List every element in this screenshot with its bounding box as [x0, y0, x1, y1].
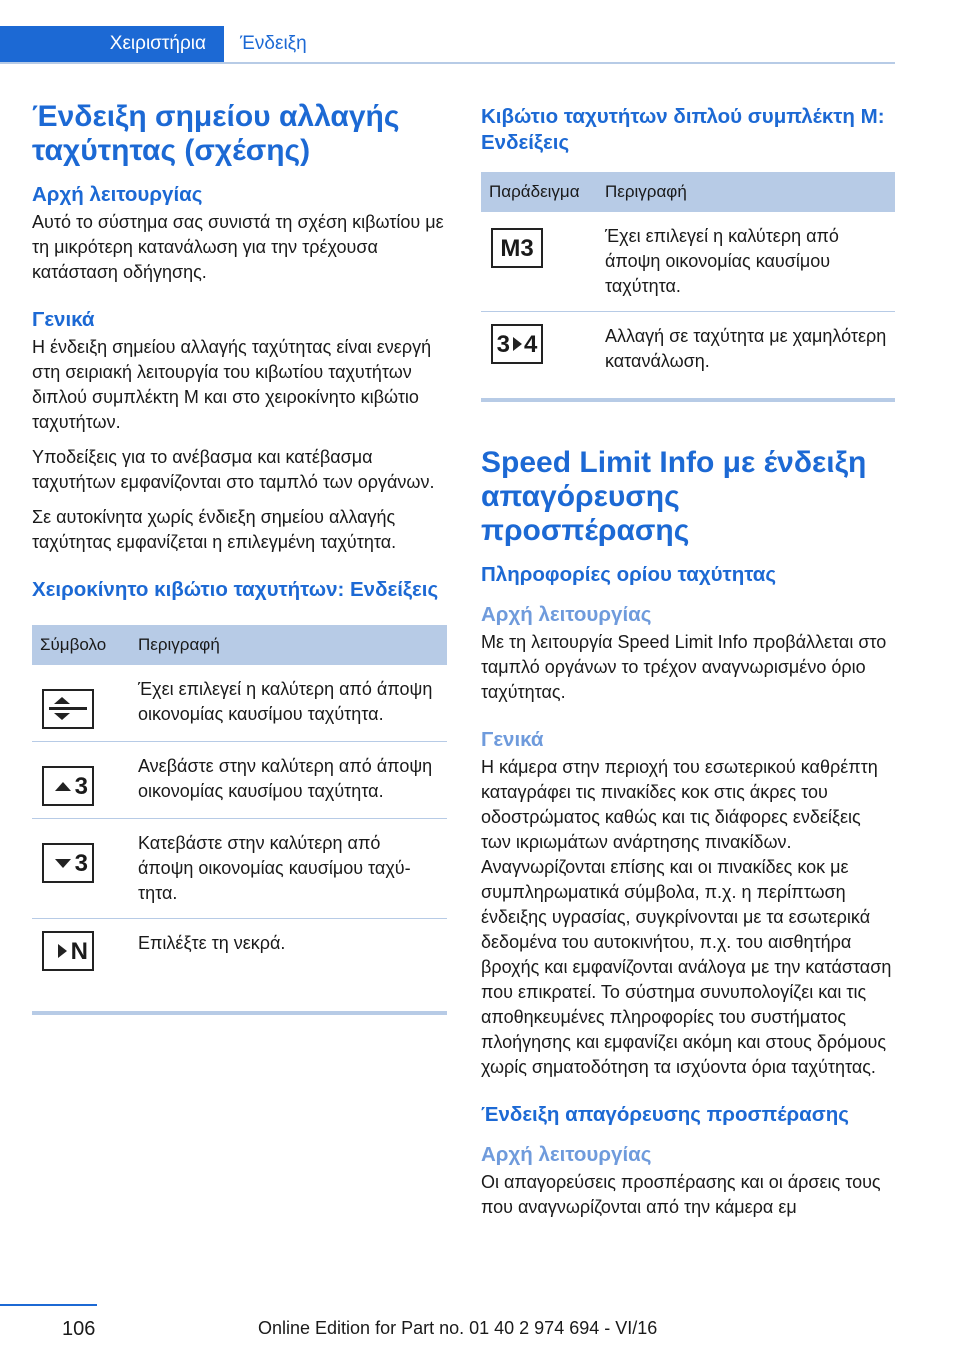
general-text-2: Υποδείξεις για το ανέβασμα και κατέβασμα ταχυτήτων εμφανίζονται στο ταμπλό των οργάνων. — [32, 447, 435, 492]
row-description: Αλλαγή σε ταχύτητα με χαμηλότερη κατανάλωση. — [605, 326, 887, 371]
heading-manual-gearbox: Χειροκίνητο κιβώτιο ταχυτήτων: Ενδείξεις — [32, 578, 439, 601]
general-text-1: Η ένδειξη σημείου αλλαγής ταχύτητας είναι ενεργή στη σειριακή λειτουργία του κιβωτίου ταχυτήτων διπλού συμπλέκτη M και στο χειροκίνητο κιβώτιο ταχυτήτων. — [32, 337, 432, 432]
general-text-3: Σε αυτοκίνητα χωρίς ένδιεξη σημείου αλλαγής ταχύτητας εμφανίζεται η επιλεγμένη ταχύτητα. — [32, 507, 397, 552]
speed-limit-principle-text: Με τη λειτουργία Speed Limit Info προβάλλεται στο ταμπλό οργάνων το τρέχον αναγνωρισμένο όριο ταχύτητας. — [481, 632, 887, 702]
row-description: Ανεβάστε στην καλύτερη από άποψη οικονομίας καυσίμου ταχύτητα. — [130, 742, 447, 819]
heading-general: Γενικά — [32, 308, 95, 331]
footer-edition: Online Edition for Part no. 01 40 2 974 694 - VI/16 — [258, 1318, 658, 1338]
row-description: Έχει επιλεγεί η καλύτερη από άποψη οικονομίας καυσίμου ταχύτητα. — [597, 212, 895, 312]
no-passing-principle-text: Οι απαγορεύσεις προσπέρασης και οι άρσεις τους που αναγνωρίζονται από την κάμερα εμ — [481, 1172, 881, 1217]
table-row — [481, 312, 895, 401]
gear-label: M3 — [500, 234, 534, 262]
table-row — [32, 919, 447, 1014]
gear-label: N — [70, 937, 88, 965]
row-description: Επιλέξτε τη νεκρά. — [138, 933, 286, 953]
row-description: Κατεβάστε στην καλύτερη από άποψη οικονομίας καυσίμου ταχύτητα. — [130, 819, 447, 919]
dct-table — [481, 172, 895, 402]
left-column — [32, 100, 447, 1015]
heading-no-passing-display: Ένδειξη απαγόρευσης προσπέρασης — [481, 1103, 849, 1126]
gear-optimal-icon — [42, 689, 94, 729]
gear-m3-icon — [491, 228, 543, 268]
heading-principle: Αρχή λειτουργίας — [481, 603, 652, 626]
heading-speed-limit-information: Πληροφορίες ορίου ταχύτητας — [481, 563, 777, 586]
gear-label: 3 — [74, 849, 88, 877]
gear-up-3-icon — [42, 766, 94, 806]
row-description: Έχει επιλεγεί η καλύτερη από άποψη οικονομίας καυσίμου ταχύτητα. — [130, 665, 447, 742]
table-row — [32, 819, 447, 919]
neutral-n-icon — [42, 931, 94, 971]
page-number-rule — [0, 1304, 97, 1306]
right-column — [481, 100, 895, 1230]
gear-label: 3 — [74, 772, 88, 800]
table-header-example: Παράδειγμα — [481, 172, 597, 212]
principle-text: Αυτό το σύστημα σας συνιστά τη σχέση κιβωτίου με τη μικρότερη κατανάλωση για την τρέχουσα κατάσταση οδήγησης. — [32, 212, 444, 282]
table-row — [481, 212, 895, 312]
heading-principle: Αρχή λειτουργίας — [32, 183, 203, 206]
speed-limit-general-text: Η κάμερα στην περιοχή του εσωτερικού καθρέπτη καταγράφει τις πινακίδες κοκ στις άκρες του οδοστρώματος καθώς και τις διάφορες ενδείξεις των ικριωμάτων ανάρτησης πινακίδων. Αναγνωρίζονται επίσης και οι πινακίδες κοκ με συμπληρωματικά σύμβολα, π.χ. η περίπτωση ένδειξης υγρασίας, συγκρίνονται με τα εσωτερικά δεδομένα του αυτοκινήτου, π.χ. του αισθητήρα βροχής και εμφανίζονται ανάλογα με την κατάσταση που επικρατεί. Το σύστημα συνυπολογίζει και τις αποθηκευμένες πληροφορίες του συστήματος πλοήγησης και εμφανίζει ακόμη και στους δρόμους χωρίς σηματοδότηση τα ισχύοντα όρια ταχύτητας. — [481, 757, 892, 1077]
heading-general: Γενικά — [481, 728, 544, 751]
heading-dct-indicators: Κιβώτιο ταχυτήτων διπλού συμπλέκτη M: Ενδείξεις — [481, 105, 885, 154]
table-header-description: Περιγραφή — [597, 172, 895, 212]
header-subsection[interactable]: Ένδειξη — [240, 33, 307, 54]
heading-principle: Αρχή λειτουργίας — [481, 1143, 652, 1166]
section-title-speed-limit-info: Speed Limit Info με ένδειξη απαγόρευσης προσπέρασης — [481, 446, 867, 547]
section-title-gear-indicator: Ένδειξη σημείου αλλαγής ταχύτητας (σχέσης) — [32, 100, 400, 167]
gear-3-to-4-icon — [491, 324, 543, 364]
table-row — [32, 665, 447, 742]
gear-label-from: 3 — [496, 330, 510, 358]
table-header-description: Περιγραφή — [130, 625, 447, 665]
gear-down-3-icon — [42, 843, 94, 883]
table-row — [32, 742, 447, 819]
header-bar — [0, 0, 895, 64]
table-header-symbol: Σύμβολο — [32, 625, 130, 665]
manual-gearbox-table — [32, 625, 447, 1015]
gear-label-to: 4 — [524, 330, 538, 358]
page-number: 106 — [62, 1318, 96, 1340]
header-section-tab[interactable]: Χειριστήρια — [0, 26, 224, 62]
